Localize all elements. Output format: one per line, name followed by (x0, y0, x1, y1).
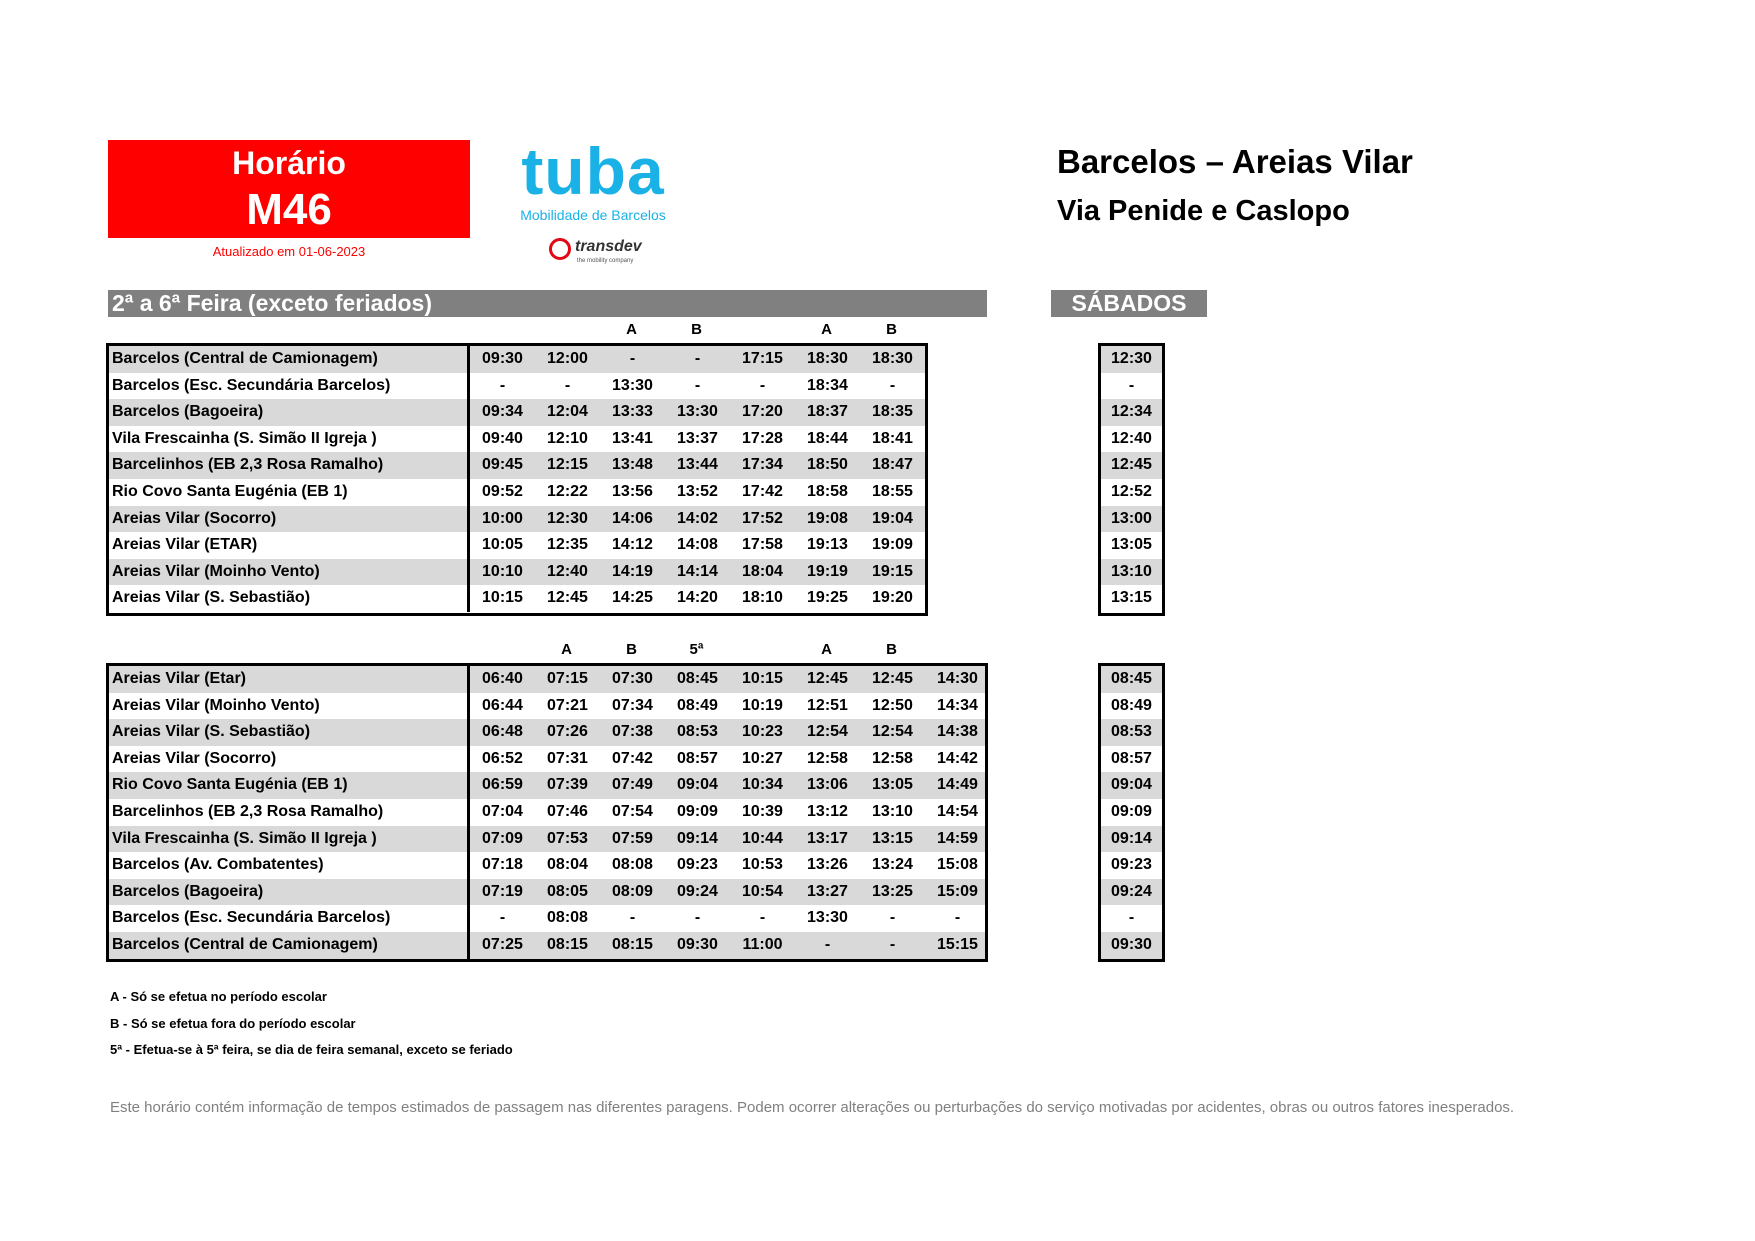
departure-time: 13:05 (872, 776, 913, 794)
departure-time: 10:23 (742, 723, 783, 741)
inbound-timetable (106, 663, 988, 962)
departure-time: 14:14 (677, 562, 718, 580)
stop-name: Areias Vilar (S. Sebastião) (109, 719, 470, 746)
saturday-row (1101, 799, 1162, 826)
departure-time: 07:42 (612, 749, 653, 767)
stop-name: Barcelinhos (EB 2,3 Rosa Ramalho) (109, 799, 470, 826)
saturday-time: 13:10 (1111, 562, 1152, 580)
departure-time: 07:46 (547, 802, 588, 820)
departure-time: 10:39 (742, 802, 783, 820)
trip-note: A (821, 321, 832, 338)
outbound-timetable (106, 343, 928, 616)
departure-time: 08:53 (677, 723, 718, 741)
departure-time: 18:37 (807, 403, 848, 421)
saturday-row (1101, 506, 1162, 533)
saturday-time: 09:09 (1111, 802, 1152, 820)
departure-time: 19:13 (807, 536, 848, 554)
departure-time: 14:42 (937, 749, 978, 767)
departure-time: 13:12 (807, 802, 848, 820)
departure-time: 18:35 (872, 403, 913, 421)
departure-time: 08:49 (677, 696, 718, 714)
departure-time: 07:38 (612, 723, 653, 741)
departure-time: 13:37 (677, 429, 718, 447)
stop-name: Barcelos (Av. Combatentes) (109, 852, 470, 879)
departure-time: 08:08 (612, 856, 653, 874)
departure-time: 12:30 (547, 509, 588, 527)
departure-time: 14:59 (937, 829, 978, 847)
stop-name: Barcelos (Bagoeira) (109, 399, 470, 426)
saturday-time: 13:15 (1111, 589, 1152, 607)
departure-time: 13:25 (872, 882, 913, 900)
departure-time: 07:49 (612, 776, 653, 794)
departure-time: 14:38 (937, 723, 978, 741)
departure-time: 07:39 (547, 776, 588, 794)
route-code: M46 (246, 185, 332, 234)
departure-time: 10:10 (482, 562, 523, 580)
departure-time: 19:19 (807, 562, 848, 580)
departure-time: 14:19 (612, 562, 653, 580)
stop-name: Barcelos (Bagoeira) (109, 879, 470, 906)
departure-time: 19:25 (807, 589, 848, 607)
departure-time: 07:09 (482, 829, 523, 847)
departure-time: 12:45 (547, 589, 588, 607)
departure-time: 07:53 (547, 829, 588, 847)
departure-time: 19:20 (872, 589, 913, 607)
departure-time: 13:52 (677, 482, 718, 500)
departure-time: 12:22 (547, 482, 588, 500)
saturday-time: 12:52 (1111, 482, 1152, 500)
saturday-time: 09:14 (1111, 829, 1152, 847)
saturday-time: 09:30 (1111, 935, 1152, 953)
route-subtitle: Via Penide e Caslopo (1057, 195, 1350, 227)
departure-time: 06:48 (482, 723, 523, 741)
departure-time: 13:44 (677, 456, 718, 474)
disclaimer: Este horário contém informação de tempos estimados de passagem nas diferentes paragens. Podem ocorrer alterações ou perturbações do serviço motivadas por acidentes, obras ou outros fatores inesperados. (110, 1099, 1515, 1116)
departure-time: 09:30 (677, 935, 718, 953)
departure-time: - (629, 909, 636, 927)
departure-time: 08:15 (547, 935, 588, 953)
table-row (109, 479, 925, 506)
departure-time: 14:49 (937, 776, 978, 794)
saturday-row (1101, 879, 1162, 906)
departure-time: - (499, 909, 506, 927)
stop-name: Barcelos (Central de Camionagem) (109, 932, 470, 959)
departure-time: - (629, 350, 636, 367)
stop-name: Areias Vilar (Socorro) (109, 506, 470, 533)
departure-time: - (564, 376, 571, 394)
transdev-tagline: the mobility company (577, 258, 634, 264)
departure-time: 12:00 (547, 350, 588, 367)
departure-time: 12:45 (872, 670, 913, 687)
departure-time: 12:58 (872, 749, 913, 767)
departure-time: 07:34 (612, 696, 653, 714)
saturday-time: 12:40 (1111, 429, 1152, 447)
saturday-time: 09:04 (1111, 776, 1152, 794)
departure-time: 12:51 (807, 696, 848, 714)
departure-time: 14:34 (937, 696, 978, 714)
saturday-time: 12:45 (1111, 456, 1152, 474)
table-row (109, 905, 985, 932)
trip-note: B (691, 321, 702, 338)
saturday-time: 12:34 (1111, 403, 1152, 421)
table-row (109, 719, 985, 746)
table-row (109, 426, 925, 453)
departure-time: 08:05 (547, 882, 588, 900)
departure-time: 07:18 (482, 856, 523, 874)
saturday-row (1101, 826, 1162, 853)
trip-note: B (886, 321, 897, 338)
saturday-row (1101, 666, 1162, 693)
stop-name: Areias Vilar (Socorro) (109, 746, 470, 773)
transdev-swirl-icon (549, 238, 571, 260)
departure-time: - (694, 350, 701, 367)
departure-time: 09:30 (482, 350, 523, 367)
table-row (109, 452, 925, 479)
departure-time: 09:04 (677, 776, 718, 794)
table-row (109, 799, 985, 826)
departure-time: 08:15 (612, 935, 653, 953)
departure-time: 17:52 (742, 509, 783, 527)
departure-time: 13:33 (612, 403, 653, 421)
saturday-row (1101, 346, 1162, 373)
departure-time: 18:10 (742, 589, 783, 607)
table-row (109, 585, 925, 612)
table-row (109, 852, 985, 879)
table-row (109, 879, 985, 906)
departure-time: 14:12 (612, 536, 653, 554)
inbound-notes-row (108, 639, 988, 661)
saturday-row (1101, 585, 1162, 612)
departure-time: 14:30 (937, 670, 978, 687)
departure-time: 13:41 (612, 429, 653, 447)
legend-b: B - Só se efetua fora do período escolar (110, 1016, 356, 1031)
saturday-row (1101, 373, 1162, 400)
departure-time: 06:40 (482, 670, 523, 687)
saturday-row (1101, 905, 1162, 932)
departure-time: 13:06 (807, 776, 848, 794)
departure-time: 13:24 (872, 856, 913, 874)
transdev-logo (545, 236, 665, 266)
departure-time: 18:04 (742, 562, 783, 580)
departure-time: 13:30 (807, 909, 848, 927)
table-row (109, 506, 925, 533)
saturday-row (1101, 452, 1162, 479)
saturday-row (1101, 426, 1162, 453)
departure-time: 15:08 (937, 856, 978, 874)
saturday-time: 08:53 (1111, 723, 1152, 741)
departure-time: 06:52 (482, 749, 523, 767)
departure-time: 09:09 (677, 802, 718, 820)
departure-time: 13:17 (807, 829, 848, 847)
saturday-row (1101, 772, 1162, 799)
departure-time: 14:02 (677, 509, 718, 527)
departure-time: 08:09 (612, 882, 653, 900)
departure-time: 12:40 (547, 562, 588, 580)
departure-time: - (499, 376, 506, 394)
trip-note: 5ª (689, 641, 704, 658)
departure-time: 13:30 (612, 376, 653, 394)
departure-time: 07:19 (482, 882, 523, 900)
departure-time: 07:25 (482, 935, 523, 953)
departure-time: 10:19 (742, 696, 783, 714)
updated-date: Atualizado em 01-06-2023 (212, 244, 366, 259)
inbound-saturday-table (1098, 663, 1165, 962)
departure-time: 18:55 (872, 482, 913, 500)
stop-name: Rio Covo Santa Eugénia (EB 1) (109, 772, 470, 799)
table-row (109, 346, 925, 373)
departure-time: 08:04 (547, 856, 588, 874)
saturday-time: 09:24 (1111, 882, 1152, 900)
table-row (109, 932, 985, 959)
table-row (109, 532, 925, 559)
departure-time: 15:15 (937, 935, 978, 953)
route-header-box (108, 140, 470, 238)
departure-time: 18:58 (807, 482, 848, 500)
stop-name: Barcelos (Esc. Secundária Barcelos) (109, 905, 470, 932)
trip-note: B (886, 641, 897, 658)
departure-time: - (759, 376, 766, 394)
table-row (109, 746, 985, 773)
departure-time: 17:58 (742, 536, 783, 554)
stop-name: Barcelinhos (EB 2,3 Rosa Ramalho) (109, 452, 470, 479)
departure-time: - (694, 909, 701, 927)
logo-word: tuba (521, 134, 665, 208)
departure-time: 06:44 (482, 696, 523, 714)
departure-time: - (954, 909, 961, 927)
departure-time: 08:45 (677, 670, 718, 687)
departure-time: 18:30 (807, 350, 848, 367)
departure-time: 10:15 (742, 670, 783, 687)
departure-time: 10:44 (742, 829, 783, 847)
departure-time: - (824, 935, 831, 953)
departure-time: 17:28 (742, 429, 783, 447)
saturday-row (1101, 932, 1162, 959)
departure-time: 19:08 (807, 509, 848, 527)
departure-time: 07:59 (612, 829, 653, 847)
departure-time: 07:31 (547, 749, 588, 767)
legend-a: A - Só se efetua no período escolar (110, 989, 327, 1004)
departure-time: 17:34 (742, 456, 783, 474)
saturday-row (1101, 746, 1162, 773)
outbound-saturday-table (1098, 343, 1165, 616)
departure-time: 06:59 (482, 776, 523, 794)
weekdays-band: 2ª a 6ª Feira (exceto feriados) (108, 290, 987, 317)
saturday-row (1101, 559, 1162, 586)
saturday-time: - (1128, 909, 1135, 927)
saturday-row (1101, 532, 1162, 559)
table-row (109, 373, 925, 400)
legend-5a: 5ª - Efetua-se à 5ª feira, se dia de feira semanal, exceto se feriado (110, 1042, 513, 1057)
departure-time: 12:35 (547, 536, 588, 554)
trip-note: A (821, 641, 832, 658)
departure-time: 14:54 (937, 802, 978, 820)
departure-time: 18:47 (872, 456, 913, 474)
departure-time: 07:30 (612, 670, 653, 687)
saturday-row (1101, 693, 1162, 720)
departure-time: - (759, 909, 766, 927)
departure-time: 12:10 (547, 429, 588, 447)
departure-time: 07:21 (547, 696, 588, 714)
departure-time: 13:30 (677, 403, 718, 421)
departure-time: 10:54 (742, 882, 783, 900)
departure-time: 12:54 (807, 723, 848, 741)
departure-time: 12:45 (807, 670, 848, 687)
departure-time: 13:10 (872, 802, 913, 820)
departure-time: 09:23 (677, 856, 718, 874)
departure-time: 17:15 (742, 350, 783, 367)
departure-time: 12:54 (872, 723, 913, 741)
departure-time: 09:45 (482, 456, 523, 474)
departure-time: - (889, 376, 896, 394)
departure-time: 18:30 (872, 350, 913, 367)
departure-time: 09:34 (482, 403, 523, 421)
saturday-row (1101, 852, 1162, 879)
logo-subtitle: Mobilidade de Barcelos (520, 206, 666, 223)
stop-name: Barcelos (Esc. Secundária Barcelos) (109, 373, 470, 400)
departure-time: 19:15 (872, 562, 913, 580)
route-title: Barcelos – Areias Vilar (1057, 143, 1413, 180)
saturday-row (1101, 479, 1162, 506)
departure-time: 13:48 (612, 456, 653, 474)
stop-name: Areias Vilar (ETAR) (109, 532, 470, 559)
stop-name: Vila Frescainha (S. Simão II Igreja ) (109, 426, 470, 453)
saturdays-band: SÁBADOS (1051, 290, 1207, 317)
trip-note: B (626, 641, 637, 658)
table-row (109, 772, 985, 799)
departure-time: 12:50 (872, 696, 913, 714)
table-row (109, 693, 985, 720)
departure-time: 08:08 (547, 909, 588, 927)
stop-name: Barcelos (Central de Camionagem) (109, 346, 470, 373)
departure-time: 10:00 (482, 509, 523, 527)
departure-time: 17:42 (742, 482, 783, 500)
departure-time: 13:56 (612, 482, 653, 500)
stop-name: Areias Vilar (Moinho Vento) (109, 559, 470, 586)
stop-name: Areias Vilar (Etar) (109, 666, 470, 693)
table-row (109, 559, 925, 586)
saturday-time: 09:23 (1111, 856, 1152, 874)
departure-time: 10:15 (482, 589, 523, 607)
departure-time: - (889, 935, 896, 953)
departure-time: 14:20 (677, 589, 718, 607)
departure-time: 17:20 (742, 403, 783, 421)
stop-name: Areias Vilar (Moinho Vento) (109, 693, 470, 720)
saturday-time: - (1128, 376, 1135, 394)
departure-time: 13:26 (807, 856, 848, 874)
departure-time: - (889, 909, 896, 927)
departure-time: 10:27 (742, 749, 783, 767)
departure-time: 10:34 (742, 776, 783, 794)
departure-time: 14:06 (612, 509, 653, 527)
departure-time: 14:08 (677, 536, 718, 554)
departure-time: 07:54 (612, 802, 653, 820)
departure-time: 10:53 (742, 856, 783, 874)
saturday-time: 08:49 (1111, 696, 1152, 714)
saturday-time: 13:00 (1111, 509, 1152, 527)
departure-time: 13:27 (807, 882, 848, 900)
departure-time: 08:57 (677, 749, 718, 767)
departure-time: 18:44 (807, 429, 848, 447)
departure-time: 09:14 (677, 829, 718, 847)
departure-time: 14:25 (612, 589, 653, 607)
departure-time: 07:04 (482, 802, 523, 820)
trip-note: A (626, 321, 637, 338)
departure-time: 12:15 (547, 456, 588, 474)
table-row (109, 666, 985, 693)
departure-time: 13:15 (872, 829, 913, 847)
stop-name: Rio Covo Santa Eugénia (EB 1) (109, 479, 470, 506)
saturday-row (1101, 399, 1162, 426)
departure-time: - (694, 376, 701, 394)
departure-time: 19:09 (872, 536, 913, 554)
table-row (109, 399, 925, 426)
saturday-time: 13:05 (1111, 536, 1152, 554)
departure-time: 09:24 (677, 882, 718, 900)
tuba-logo (483, 134, 703, 223)
saturday-time: 12:30 (1111, 350, 1152, 367)
horario-label: Horário (232, 145, 346, 181)
saturday-row (1101, 719, 1162, 746)
departure-time: 09:40 (482, 429, 523, 447)
departure-time: 18:41 (872, 429, 913, 447)
outbound-notes-row (108, 319, 928, 341)
table-row (109, 826, 985, 853)
saturday-time: 08:45 (1111, 670, 1152, 687)
departure-time: 11:00 (742, 935, 783, 953)
transdev-name: transdev (575, 238, 642, 255)
departure-time: 18:34 (807, 376, 848, 394)
departure-time: 10:05 (482, 536, 523, 554)
departure-time: 07:15 (547, 670, 588, 687)
departure-time: 09:52 (482, 482, 523, 500)
departure-time: 19:04 (872, 509, 913, 527)
departure-time: 18:50 (807, 456, 848, 474)
trip-note: A (561, 641, 572, 658)
departure-time: 15:09 (937, 882, 978, 900)
stop-name: Areias Vilar (S. Sebastião) (109, 585, 470, 612)
departure-time: 12:04 (547, 403, 588, 421)
departure-time: 12:58 (807, 749, 848, 767)
departure-time: 07:26 (547, 723, 588, 741)
stop-name: Vila Frescainha (S. Simão II Igreja ) (109, 826, 470, 853)
saturday-time: 08:57 (1111, 749, 1152, 767)
